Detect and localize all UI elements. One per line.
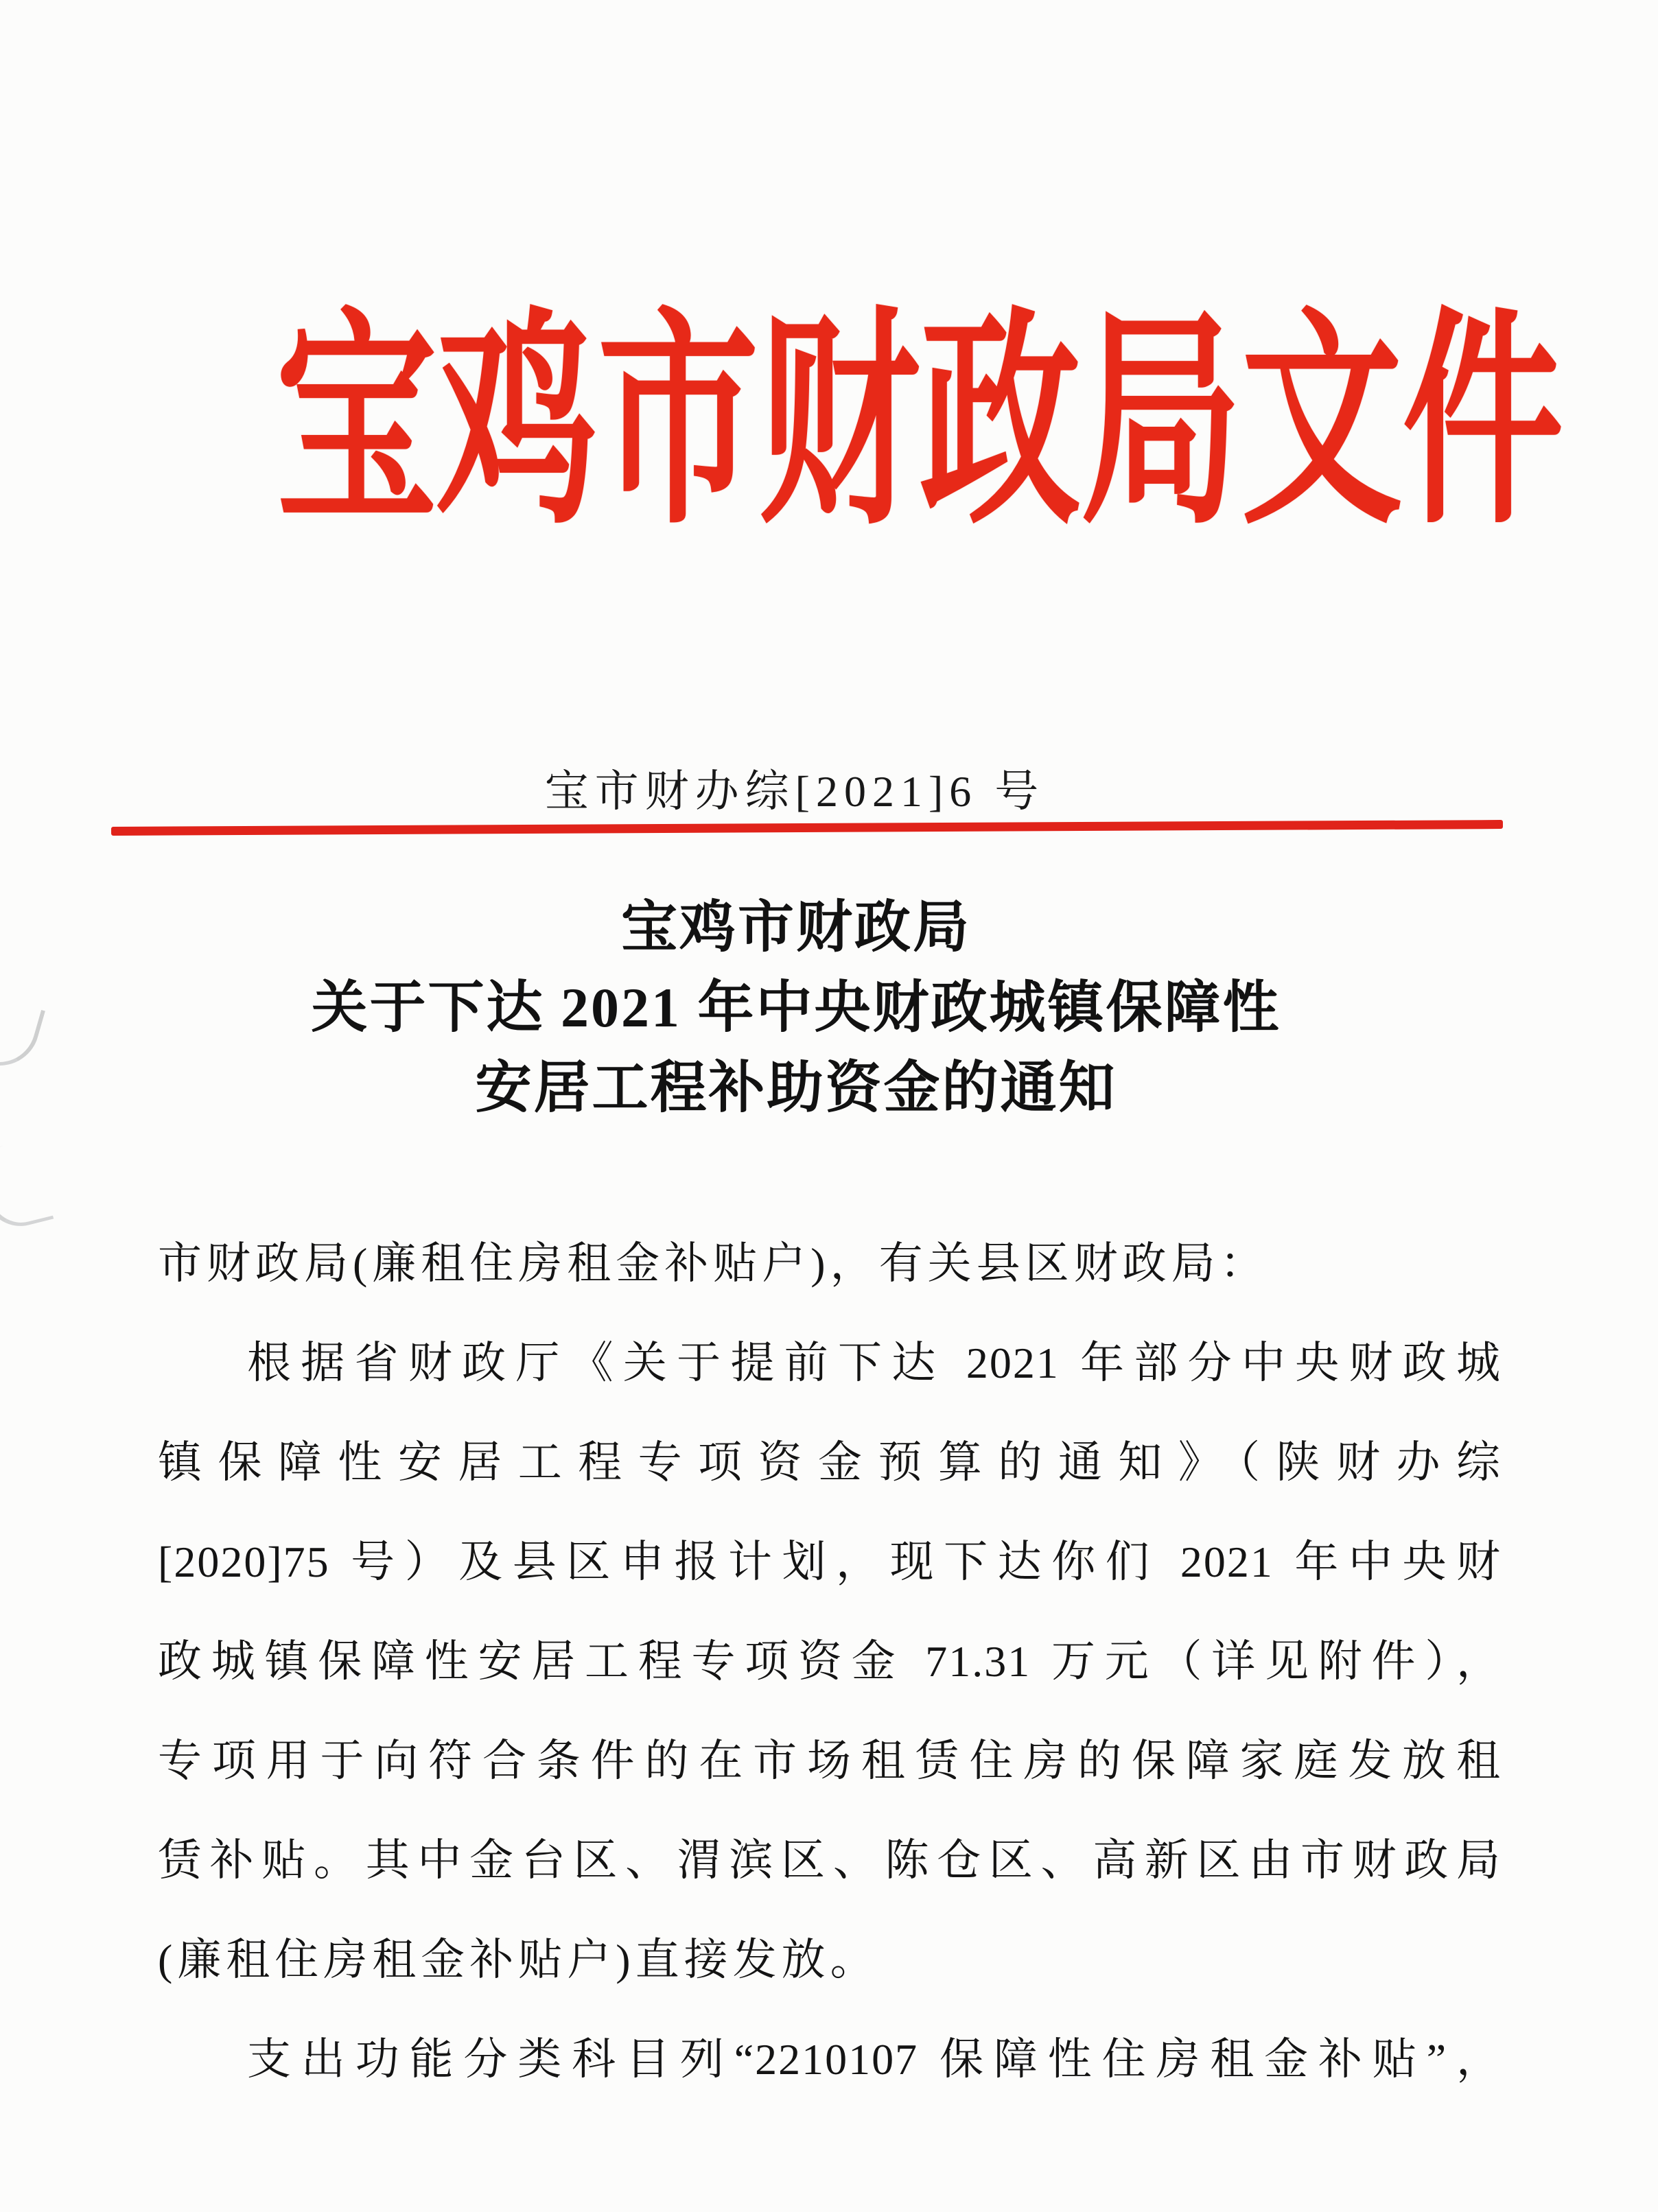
- body-line-salutation: 市财政局(廉租住房租金补贴户)，有关县区财政局：: [158, 1239, 1269, 1288]
- document-title-agency: 宝鸡市财政局: [620, 896, 971, 958]
- document-title-line3: 安居工程补助资金的通知: [475, 1057, 1117, 1119]
- letterhead: [0, 296, 1658, 613]
- scan-artifact: [0, 1138, 54, 1234]
- body-line: 政城镇保障性安居工程专项资金 71.31 万元（详见附件），: [158, 1637, 1502, 1686]
- document-title: [0, 887, 1625, 1128]
- document-title-line2: 关于下达 2021 年中央财政城镇保障性: [311, 976, 1281, 1039]
- body-line: [2020]75 号）及县区申报计划，现下达你们 2021 年中央财: [158, 1538, 1502, 1586]
- body-line: 赁补贴。其中金台区、渭滨区、陈仓区、高新区由市财政局: [158, 1836, 1502, 1885]
- body-line: (廉租住房租金补贴户)直接发放。: [158, 1936, 879, 1984]
- document-body: [158, 1214, 1502, 2109]
- body-line: 支出功能分类科目列“2210107 保障性住房租金补贴”，: [247, 2035, 1502, 2084]
- red-divider-line: [111, 820, 1503, 836]
- body-line: 专项用于向符合条件的在市场租赁住房的保障家庭发放租: [158, 1737, 1502, 1785]
- letterhead-title: 宝鸡市财政局文件: [276, 296, 1563, 551]
- body-line: 镇保障性安居工程专项资金预算的通知》（陕财办综: [158, 1438, 1502, 1487]
- body-line: 根据省财政厅《关于提前下达 2021 年部分中央财政城: [247, 1339, 1502, 1387]
- document-number: 宝市财办综[2021]6 号: [544, 767, 1045, 816]
